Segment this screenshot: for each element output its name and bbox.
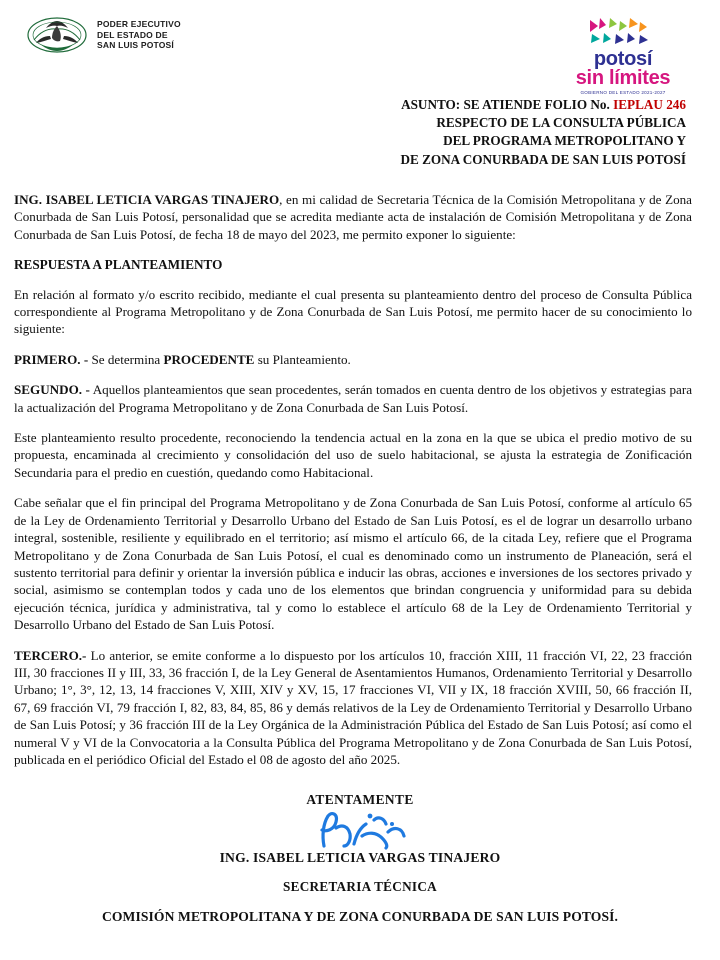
potosi-sin-limites-logo <box>548 14 698 95</box>
primero-text-after: su Planteamiento. <box>254 351 351 367</box>
declarant-name: ING. ISABEL LETICIA VARGAS TINAJERO <box>14 191 280 207</box>
primero-label: PRIMERO. - <box>14 351 89 367</box>
signer-organization: COMISIÓN METROPOLITANA Y DE ZONA CONURBADA DE SAN LUIS POTOSÍ. <box>101 909 619 925</box>
paragraph-primero <box>14 351 692 368</box>
subject-line-4: DE ZONA CONURBADA DE SAN LUIS POTOSÍ <box>400 151 686 167</box>
paragraph-tercero <box>14 647 692 769</box>
document-header <box>0 0 720 95</box>
signer-name: ING. ISABEL LETICIA VARGAS TINAJERO <box>219 850 501 866</box>
document-body <box>0 191 720 769</box>
folio-number: IEPLAU 246 <box>613 97 686 112</box>
subject-line-2: RESPECTO DE LA CONSULTA PÚBLICA <box>436 115 686 131</box>
logo-line-1: PODER EJECUTIVO <box>97 18 181 29</box>
primero-verdict: PROCEDENTE <box>163 351 255 367</box>
mexican-eagle-seal-icon <box>26 14 88 56</box>
subject-line-3: DEL PROGRAMA METROPOLITANO Y <box>443 133 686 149</box>
paragraph-introduction <box>14 191 692 243</box>
section-heading-respuesta: RESPUESTA A PLANTEAMIENTO <box>14 257 223 273</box>
paragraph-segundo <box>14 381 692 416</box>
logo-line-2: DEL ESTADO DE <box>97 29 168 40</box>
state-government-logo <box>26 14 181 56</box>
signer-role: SECRETARIA TÉCNICA <box>282 879 438 895</box>
tercero-text: Lo anterior, se emite conforme a lo dispuesto por los artículos 10, fracción XIII, 11 fracción VI, 22, 23 fracción III, 30 fracciones II y III, 33, 36 fracción I, de la Ley General de Asentamientos Humanos, Ordenamiento Territorial y Desarrollo Urbano; 1°, 3°, 12, 13, 14 fracciones V, XIII, XIV y XV, 15, 17 fracciones VI, VII y IX, 18 fracción XVIII, 50, 66 fracción II, 67, 69 fracción VI, 79 fracción I, 82, 83, 84, 85, 86 y demás relativos de la Ley de Ordenamiento Territorial y Desarrollo Urbano de San Luis Potosí; y 36 fracción III de la Ley Orgánica de la Administración Pública del Estado de San Luis Potosí; así como el numeral V y VI de la Convocatoria a la Consulta Pública del Programa Metropolitano y de Zona Conurbada de San Luis Potosí, publicada en el periódico Oficial del Estado el 08 de agosto del año 2025. <box>14 647 692 767</box>
handwritten-signature <box>0 806 720 852</box>
subject-block <box>0 96 686 169</box>
closing-salutation: ATENTAMENTE <box>306 792 414 808</box>
paragraph-relacion: En relación al formato y/o escrito recibido, mediante el cual presenta su planteamiento dentro del proceso de Consulta Pública correspondiente al Programa Metropolitano y de Zona Conurbada de San Luis Potosí, me permito hacer de su conocimiento lo siguiente: <box>14 286 692 337</box>
paragraph-planteamiento-procedente: Este planteamiento resulto procedente, reconociendo la tendencia actual en la zona en la que se ubica el predio motivo de su propuesta, encaminada al crecimiento y consolidación del uso de suelo habitacional, se ajusta la estrategia de Zonificación Secundaria para el predio en cuestión, quedando como Habitacional. <box>14 430 692 480</box>
potosi-sin-limites-wordmark <box>548 50 698 88</box>
wordmark-subtitle: GOBIERNO DEL ESTADO 2021-2027 <box>580 89 666 95</box>
subject-label: ASUNTO: SE ATIENDE FOLIO No. <box>401 97 610 112</box>
paragraph-fin-principal: Cabe señalar que el fin principal del Programa Metropolitano y de Zona Conurbada de San Luis Potosí, conforme al artículo 65 de la Ley de Ordenamiento Territorial y Desarrollo Urbano del Estado de San Luis Potosí, es el de lograr un desarrollo urbano integral, sostenible, resiliente y equilibrado en el territorio; así mismo el artículo 66, de la citada Ley, refiere que el Programa Metropolitano y de Zona Conurbada de San Luis Potosí, el cual es denominado como un instrumento de Planeación, será el sustento territorial para definir y orientar la inversión pública e inducir las obras, acciones e inversiones de los sectores privado y social, asimismo se contemplan todos y cada uno de los elementos que brindan congruencia y uniformidad para su debida ejecución técnica, jurídica y administrativa, tal y como lo establece el artículo 68 de la Ley de Ordenamiento Territorial y Desarrollo Urbano del Estado de San Luis Potosí. <box>14 495 692 633</box>
tercero-label: TERCERO.- <box>14 647 87 663</box>
wordmark-line-1: potosí <box>593 48 653 70</box>
state-government-logo-text <box>97 19 181 52</box>
signature-block <box>0 792 720 925</box>
wordmark-line-2: sin límites <box>575 66 671 89</box>
segundo-label: SEGUNDO. - <box>14 382 90 398</box>
intro-rest: , en mi calidad de Secretaria Técnica de la Comisión Metropolitana y de Zona Conurbada de San Luis Potosí, personalidad que se acredita mediante acta de instalación de Comisión Metropolitana y de Zona Conurbada de San Luis Potosí, de fecha 18 de mayo del 2023, me permito exponer lo siguiente: <box>14 191 692 242</box>
primero-text-before: Se determina <box>88 351 164 367</box>
potosi-sin-limites-figures-icon <box>548 16 698 50</box>
segundo-text: Aquellos planteamientos que sean procedentes, serán tomados en cuenta dentro de los objetivos y estrategias para la actualización del Programa Metropolitano y de Zona Conurbada de San Luis Potosí. <box>14 382 693 415</box>
logo-line-3: SAN LUIS POTOSÍ <box>97 40 174 51</box>
subject-line-folio <box>0 96 686 114</box>
